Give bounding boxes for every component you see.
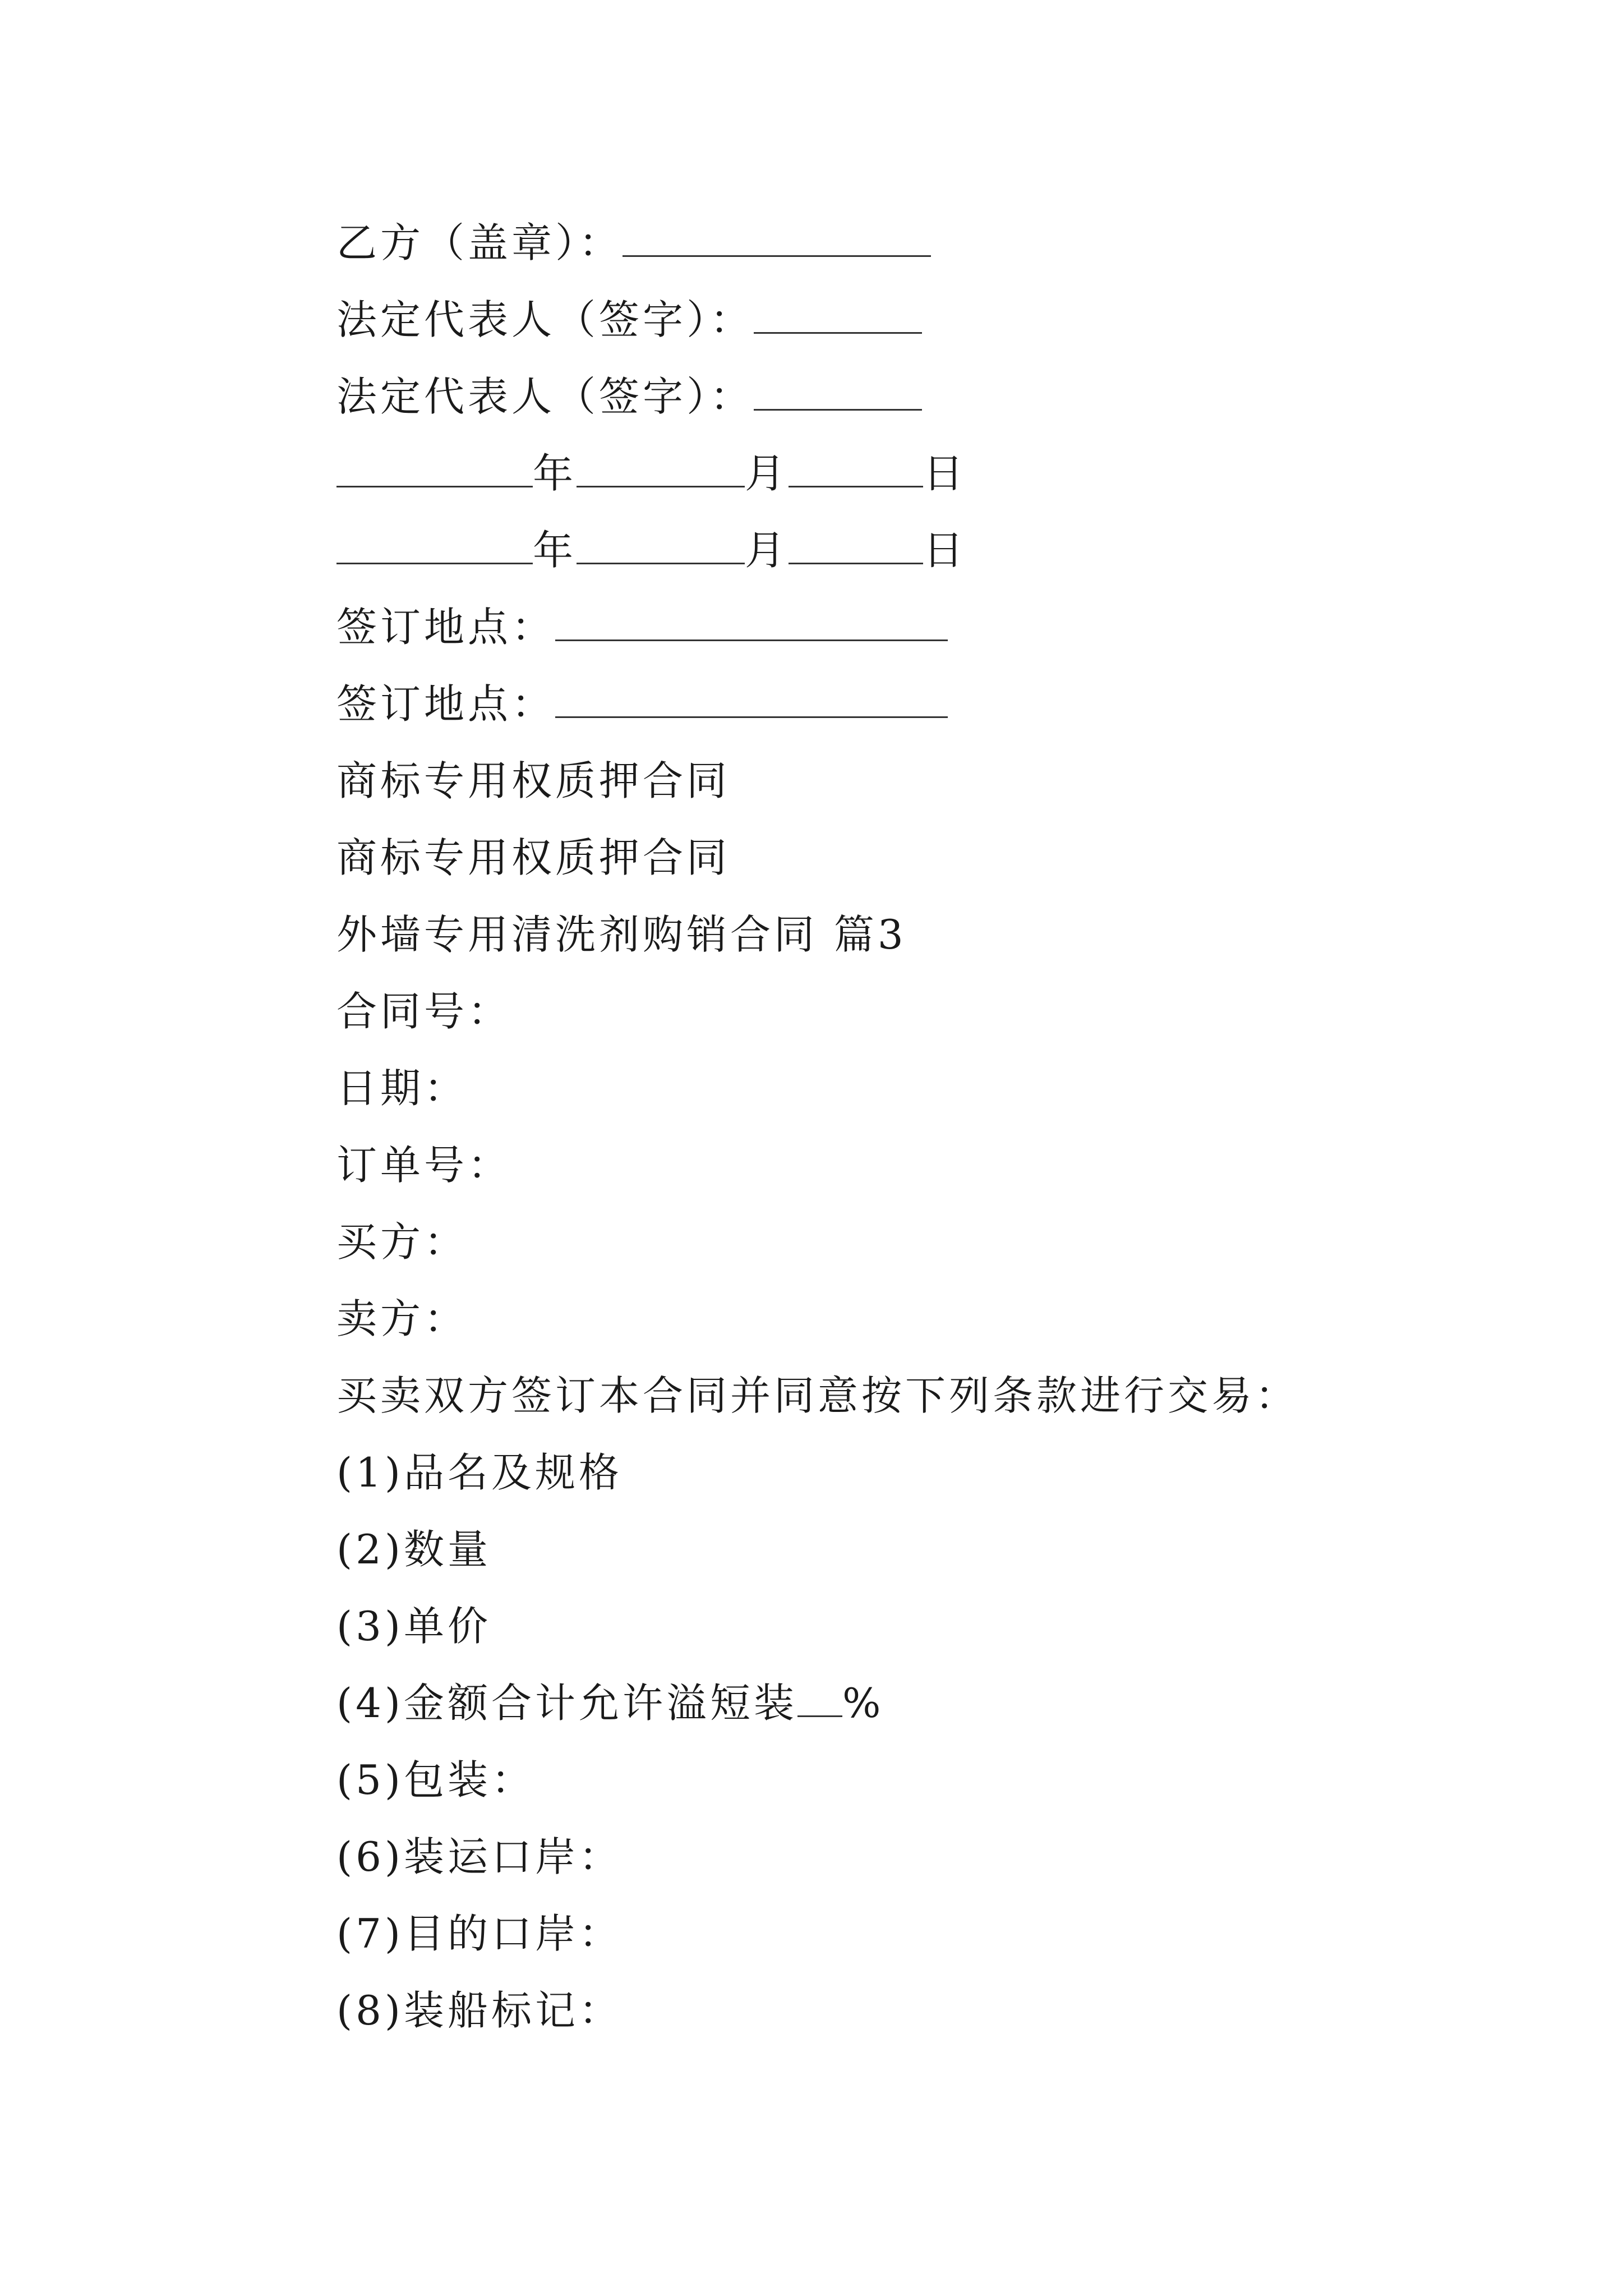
item-4-blank xyxy=(797,1678,842,1717)
month-blank-2 xyxy=(577,526,745,564)
legal-rep-label-1: 法定代表人（签字）： xyxy=(336,296,754,343)
legal-rep-blank-1 xyxy=(754,295,922,334)
item-8: (8)装船标记： xyxy=(336,1987,623,2034)
item-4-suffix: % xyxy=(842,1680,884,1727)
date-field: 日期： xyxy=(336,1065,468,1112)
buyer: 买方： xyxy=(336,1218,468,1266)
sign-place-line-1 xyxy=(336,589,1458,666)
year-label-1: 年 xyxy=(533,450,577,497)
contract-no: 合同号： xyxy=(336,988,512,1035)
date-line-2 xyxy=(336,512,1458,589)
item-7: (7)目的口岸： xyxy=(336,1910,623,1957)
sign-place-label-1: 签订地点： xyxy=(336,604,556,651)
day-label-1: 日 xyxy=(923,450,967,497)
sign-place-label-2: 签订地点： xyxy=(336,680,556,728)
month-blank-1 xyxy=(577,449,745,487)
year-blank-2 xyxy=(336,526,533,564)
item-2: (2)数量 xyxy=(336,1526,491,1573)
trademark-title-1: 商标专用权质押合同 xyxy=(336,757,731,804)
party-b-seal-blank xyxy=(623,218,931,257)
contract-heading: 外墙专用清洗剂购销合同 篇3 xyxy=(336,911,907,958)
year-blank-1 xyxy=(336,449,533,487)
document-body xyxy=(336,205,1458,2049)
month-label-2: 月 xyxy=(745,527,789,574)
day-label-2: 日 xyxy=(923,527,967,574)
date-line-1 xyxy=(336,435,1458,512)
item-3: (3)单价 xyxy=(336,1603,491,1650)
day-blank-2 xyxy=(789,526,923,564)
party-b-seal-label: 乙方（盖章）： xyxy=(336,219,623,266)
legal-rep-line-1 xyxy=(336,282,1458,358)
agreement-text: 买卖双方签订本合同并同意按下列条款进行交易： xyxy=(336,1372,1299,1419)
item-4-prefix: (4)金额合计允许溢短装 xyxy=(336,1680,797,1727)
seller: 卖方： xyxy=(336,1295,468,1342)
day-blank-1 xyxy=(789,449,923,487)
item-6: (6)装运口岸： xyxy=(336,1833,623,1880)
order-no: 订单号： xyxy=(336,1142,512,1189)
item-1: (1)品名及规格 xyxy=(336,1449,623,1496)
item-4 xyxy=(336,1665,1458,1742)
item-5: (5)包装： xyxy=(336,1756,535,1803)
year-label-2: 年 xyxy=(533,527,577,574)
sign-place-line-2 xyxy=(336,666,1458,743)
legal-rep-label-2: 法定代表人（签字）： xyxy=(336,373,754,420)
trademark-title-2: 商标专用权质押合同 xyxy=(336,834,731,881)
party-b-seal-line xyxy=(336,205,1458,282)
sign-place-blank-1 xyxy=(555,602,948,641)
sign-place-blank-2 xyxy=(555,679,948,718)
legal-rep-line-2 xyxy=(336,358,1458,435)
legal-rep-blank-2 xyxy=(754,372,922,411)
month-label-1: 月 xyxy=(745,450,789,497)
